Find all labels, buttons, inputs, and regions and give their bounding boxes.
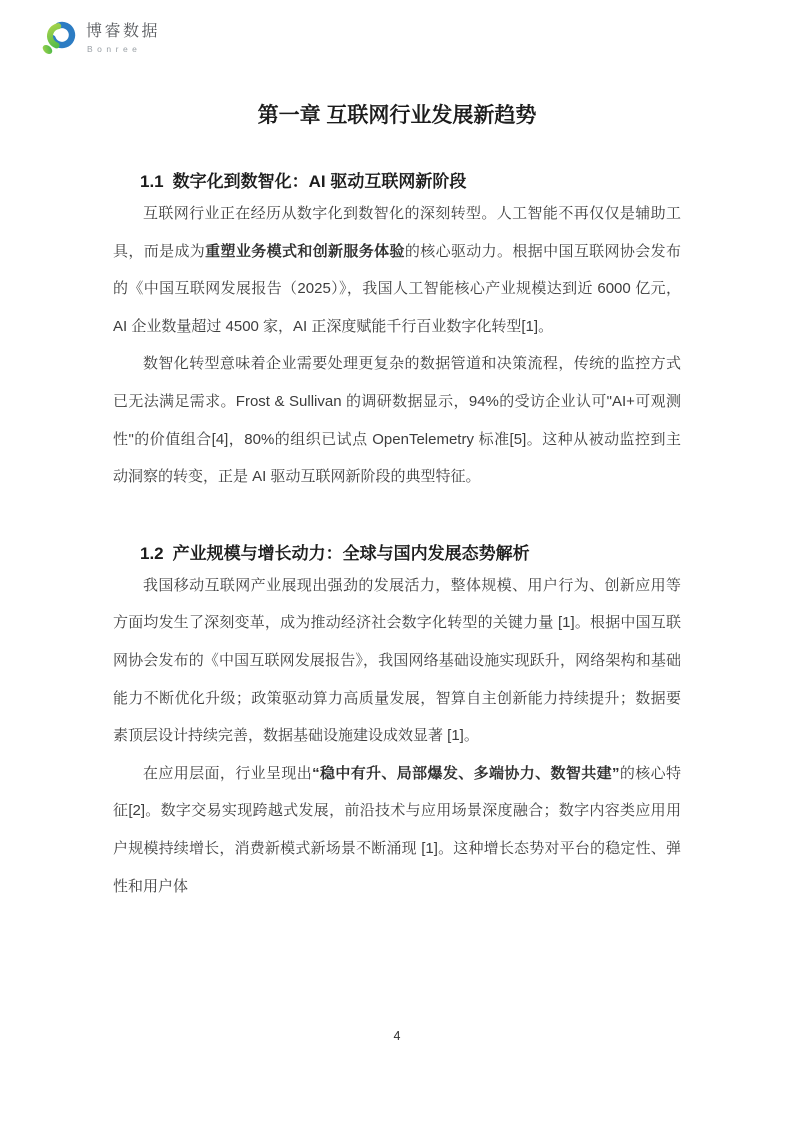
paragraph-text: 互联网行业正在经历从数字化到数智化的深刻转型。人工智能不再仅仅是辅助工具，而是成为: [113, 205, 681, 260]
section-heading-1-2: [140, 541, 681, 567]
logo-text: [86, 23, 160, 54]
bonree-logo-icon: [40, 18, 78, 58]
paragraph: [113, 195, 681, 345]
section-title: 数字化到数智化：AI 驱动互联网新阶段: [172, 172, 467, 191]
paragraph-bold-text: 重塑业务模式和创新服务体验: [205, 242, 405, 260]
section-number: 1.2: [140, 543, 164, 563]
paragraph-text: 的核心驱动力。根据中国互联网协会发布的《中国互联网发展报告（2025）》，我国人工智能核心产业规模达到近 6000 亿元，AI 企业数量超过 4500 家，AI 正深度赋能千行百业数字化转型[1]。: [113, 242, 681, 335]
paragraph: [113, 345, 681, 495]
paragraph: [113, 567, 681, 755]
paragraph-text: 的核心特征[2]。数字交易实现跨越式发展，前沿技术与应用场景深度融合；数字内容类应用用户规模持续增长，消费新模式新场景不断涌现 [1]。这种增长态势对平台的稳定性、弹性和用户体: [113, 764, 681, 895]
paragraph-text: 数智化转型意味着企业需要处理更复杂的数据管道和决策流程，传统的监控方式已无法满足需求。Frost & Sullivan 的调研数据显示，94%的受访企业认可"AI+可观测性"的价值组合[4]，80%的组织已试点 OpenTelemetry 标准[5]。这种从被动监控到主动洞察的转变，正是 AI 驱动互联网新阶段的典型特征。: [113, 355, 681, 486]
section-title: 产业规模与增长动力：全球与国内发展态势解析: [172, 543, 530, 563]
logo-company-name: 博睿数据: [86, 22, 161, 40]
paragraph: [113, 755, 681, 905]
paragraph-bold-text: “稳中有升、局部爆发、多端协力、数智共建”: [312, 764, 620, 782]
chapter-title: 第一章 互联网行业发展新趋势: [257, 104, 537, 127]
section-number: 1.1: [140, 172, 164, 191]
paragraph-text: 我国移动互联网产业展现出强劲的发展活力，整体规模、用户行为、创新应用等方面均发生了深刻变革，成为推动经济社会数字化转型的关键力量 [1]。根据中国互联网协会发布的《中国互联网发展报告》，我国网络基础设施实现跃升，网络架构和基础能力不断优化升级；政策驱动算力高质量发展，智算自主创新能力持续提升；数据要素顶层设计持续完善，数据基础设施建设成效显著 [1]。: [113, 576, 681, 745]
logo-subtitle: Bonree: [87, 43, 142, 54]
bonree-logo: [40, 18, 160, 58]
page-number: 4: [393, 1029, 401, 1043]
paragraph-text: 在应用层面，行业呈现出: [143, 764, 313, 782]
section-heading-1-1: [140, 169, 681, 195]
